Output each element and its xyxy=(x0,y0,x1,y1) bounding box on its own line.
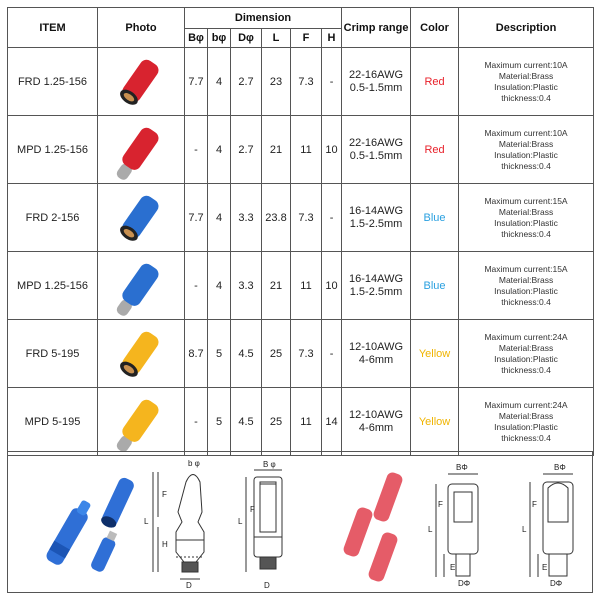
description-line: thickness:0.4 xyxy=(501,160,551,171)
dim-b: 4 xyxy=(208,184,231,252)
blue-connectors-photo xyxy=(44,476,135,573)
dim-L: 23 xyxy=(262,48,291,116)
header-crimp-range: Crimp range xyxy=(342,8,411,48)
label-B-phi: B φ xyxy=(263,460,276,469)
description-line: Insulation:Plastic xyxy=(494,217,558,228)
crimp-awg: 22-16AWG xyxy=(349,136,404,149)
label-BPhi-1: BΦ xyxy=(456,463,468,472)
crimp-mm: 4-6mm xyxy=(358,421,394,434)
connector-photo-svg xyxy=(98,388,184,452)
crimp-mm: 1.5-2.5mm xyxy=(349,285,403,298)
description xyxy=(459,116,594,184)
description-line: Material:Brass xyxy=(498,70,554,81)
dim-L: 23.8 xyxy=(262,184,291,252)
connector-photo-svg xyxy=(98,48,184,112)
item-code: FRD 5-195 xyxy=(8,320,98,388)
color-name: Yellow xyxy=(411,388,459,456)
dim-D: 3.3 xyxy=(231,184,262,252)
description-line: Maximum current:24A xyxy=(484,399,568,410)
description-line: thickness:0.4 xyxy=(501,92,551,103)
description-line: Maximum current:15A xyxy=(484,195,568,206)
crimp-awg: 12-10AWG xyxy=(349,340,404,353)
dim-L: 25 xyxy=(262,388,291,456)
crimp-range xyxy=(342,184,411,252)
dim-B: - xyxy=(185,252,208,320)
description-line: Maximum current:15A xyxy=(484,263,568,274)
connector-photo-svg xyxy=(98,116,184,180)
dim-F: 11 xyxy=(291,388,322,456)
crimp-mm: 0.5-1.5mm xyxy=(349,149,403,162)
crimp-mm: 4-6mm xyxy=(358,353,394,366)
connector-photo-svg xyxy=(98,184,184,248)
dim-B: 7.7 xyxy=(185,48,208,116)
item-code: FRD 1.25-156 xyxy=(8,48,98,116)
description xyxy=(459,48,594,116)
description-line: Material:Brass xyxy=(498,410,554,421)
item-code: MPD 1.25-156 xyxy=(8,116,98,184)
dim-H: - xyxy=(322,184,342,252)
table-row xyxy=(8,48,594,116)
dim-B: 8.7 xyxy=(185,320,208,388)
dim-D: 4.5 xyxy=(231,388,262,456)
dim-b: 5 xyxy=(208,320,231,388)
header-dim-b: bφ xyxy=(208,29,231,48)
label-F-4: F xyxy=(532,500,537,509)
dim-D: 3.3 xyxy=(231,252,262,320)
header-dim-H: H xyxy=(322,29,342,48)
dim-H: 14 xyxy=(322,388,342,456)
item-code: MPD 1.25-156 xyxy=(8,252,98,320)
header-color: Color xyxy=(411,8,459,48)
diagram-panel xyxy=(7,451,593,593)
description xyxy=(459,184,594,252)
label-F-3: F xyxy=(438,500,443,509)
dim-F: 11 xyxy=(291,116,322,184)
label-D-1: D xyxy=(186,581,192,590)
spec-table xyxy=(7,7,594,456)
diagram-svg xyxy=(8,452,592,592)
dim-b: 4 xyxy=(208,252,231,320)
label-L-4: L xyxy=(522,525,527,534)
label-F-1: F xyxy=(162,490,167,499)
label-H: H xyxy=(162,540,168,549)
label-L-3: L xyxy=(428,525,433,534)
label-L-1: L xyxy=(144,517,149,526)
header-dim-D: Dφ xyxy=(231,29,262,48)
table-row xyxy=(8,252,594,320)
connector-photo-svg xyxy=(98,252,184,316)
label-BPhi-2: BΦ xyxy=(554,463,566,472)
crimp-awg: 16-14AWG xyxy=(349,204,404,217)
dim-F: 7.3 xyxy=(291,184,322,252)
female-tech-drawing xyxy=(436,474,478,577)
dim-L: 21 xyxy=(262,116,291,184)
label-DPhi-2: DΦ xyxy=(550,579,563,588)
crimp-range xyxy=(342,388,411,456)
item-code: MPD 5-195 xyxy=(8,388,98,456)
header-dim-B: Bφ xyxy=(185,29,208,48)
connector-photo xyxy=(98,48,185,116)
description-line: Material:Brass xyxy=(498,274,554,285)
description-line: Insulation:Plastic xyxy=(494,81,558,92)
description-line: Material:Brass xyxy=(498,138,554,149)
crimp-range xyxy=(342,252,411,320)
dim-H: - xyxy=(322,48,342,116)
description xyxy=(459,320,594,388)
male-bullet-drawing xyxy=(153,472,204,579)
connector-photo xyxy=(98,116,185,184)
header-dimension: Dimension xyxy=(185,8,342,29)
crimp-awg: 22-16AWG xyxy=(349,68,404,81)
description-line: thickness:0.4 xyxy=(501,296,551,307)
female-drawing xyxy=(246,470,282,572)
table-row xyxy=(8,184,594,252)
crimp-mm: 0.5-1.5mm xyxy=(349,81,403,94)
dim-F: 7.3 xyxy=(291,48,322,116)
crimp-awg: 12-10AWG xyxy=(349,408,404,421)
description xyxy=(459,388,594,456)
description-line: thickness:0.4 xyxy=(501,364,551,375)
dim-F: 7.3 xyxy=(291,320,322,388)
crimp-range xyxy=(342,320,411,388)
dim-b: 5 xyxy=(208,388,231,456)
description-line: thickness:0.4 xyxy=(501,228,551,239)
dim-H: 10 xyxy=(322,116,342,184)
color-name: Blue xyxy=(411,252,459,320)
description-line: Insulation:Plastic xyxy=(494,149,558,160)
dim-B: - xyxy=(185,116,208,184)
color-name: Yellow xyxy=(411,320,459,388)
dim-B: - xyxy=(185,388,208,456)
crimp-mm: 1.5-2.5mm xyxy=(349,217,403,230)
header-dim-F: F xyxy=(291,29,322,48)
table-row xyxy=(8,116,594,184)
dim-H: 10 xyxy=(322,252,342,320)
dim-D: 2.7 xyxy=(231,116,262,184)
description-line: Maximum current:24A xyxy=(484,331,568,342)
header-item: ITEM xyxy=(8,8,98,48)
table-row xyxy=(8,388,594,456)
label-L-2: L xyxy=(238,517,243,526)
connector-photo-svg xyxy=(98,320,184,384)
label-b-phi: b φ xyxy=(188,459,200,468)
connector-photo xyxy=(98,320,185,388)
label-D-2: D xyxy=(264,581,270,590)
dim-F: 11 xyxy=(291,252,322,320)
description-line: Insulation:Plastic xyxy=(494,421,558,432)
color-name: Red xyxy=(411,116,459,184)
dim-D: 2.7 xyxy=(231,48,262,116)
description-line: Insulation:Plastic xyxy=(494,353,558,364)
description-line: Insulation:Plastic xyxy=(494,285,558,296)
dim-L: 21 xyxy=(262,252,291,320)
header-dim-L: L xyxy=(262,29,291,48)
dim-b: 4 xyxy=(208,116,231,184)
crimp-range xyxy=(342,48,411,116)
description-line: thickness:0.4 xyxy=(501,432,551,443)
connector-photo xyxy=(98,184,185,252)
description xyxy=(459,252,594,320)
label-DPhi-1: DΦ xyxy=(458,579,471,588)
description-line: Material:Brass xyxy=(498,342,554,353)
dim-b: 4 xyxy=(208,48,231,116)
label-F-2: F xyxy=(250,505,255,514)
dim-D: 4.5 xyxy=(231,320,262,388)
label-E-1: E xyxy=(450,563,456,572)
dim-L: 25 xyxy=(262,320,291,388)
header-description: Description xyxy=(459,8,594,48)
description-line: Material:Brass xyxy=(498,206,554,217)
connector-photo xyxy=(98,388,185,456)
item-code: FRD 2-156 xyxy=(8,184,98,252)
description-line: Maximum current:10A xyxy=(484,127,568,138)
color-name: Blue xyxy=(411,184,459,252)
label-E-2: E xyxy=(542,563,548,572)
crimp-awg: 16-14AWG xyxy=(349,272,404,285)
connector-photo xyxy=(98,252,185,320)
red-connectors-photo xyxy=(342,471,404,583)
dim-H: - xyxy=(322,320,342,388)
dim-B: 7.7 xyxy=(185,184,208,252)
crimp-range xyxy=(342,116,411,184)
header-photo: Photo xyxy=(98,8,185,48)
color-name: Red xyxy=(411,48,459,116)
description-line: Maximum current:10A xyxy=(484,59,568,70)
table-row xyxy=(8,320,594,388)
male-tech-drawing xyxy=(530,474,573,577)
